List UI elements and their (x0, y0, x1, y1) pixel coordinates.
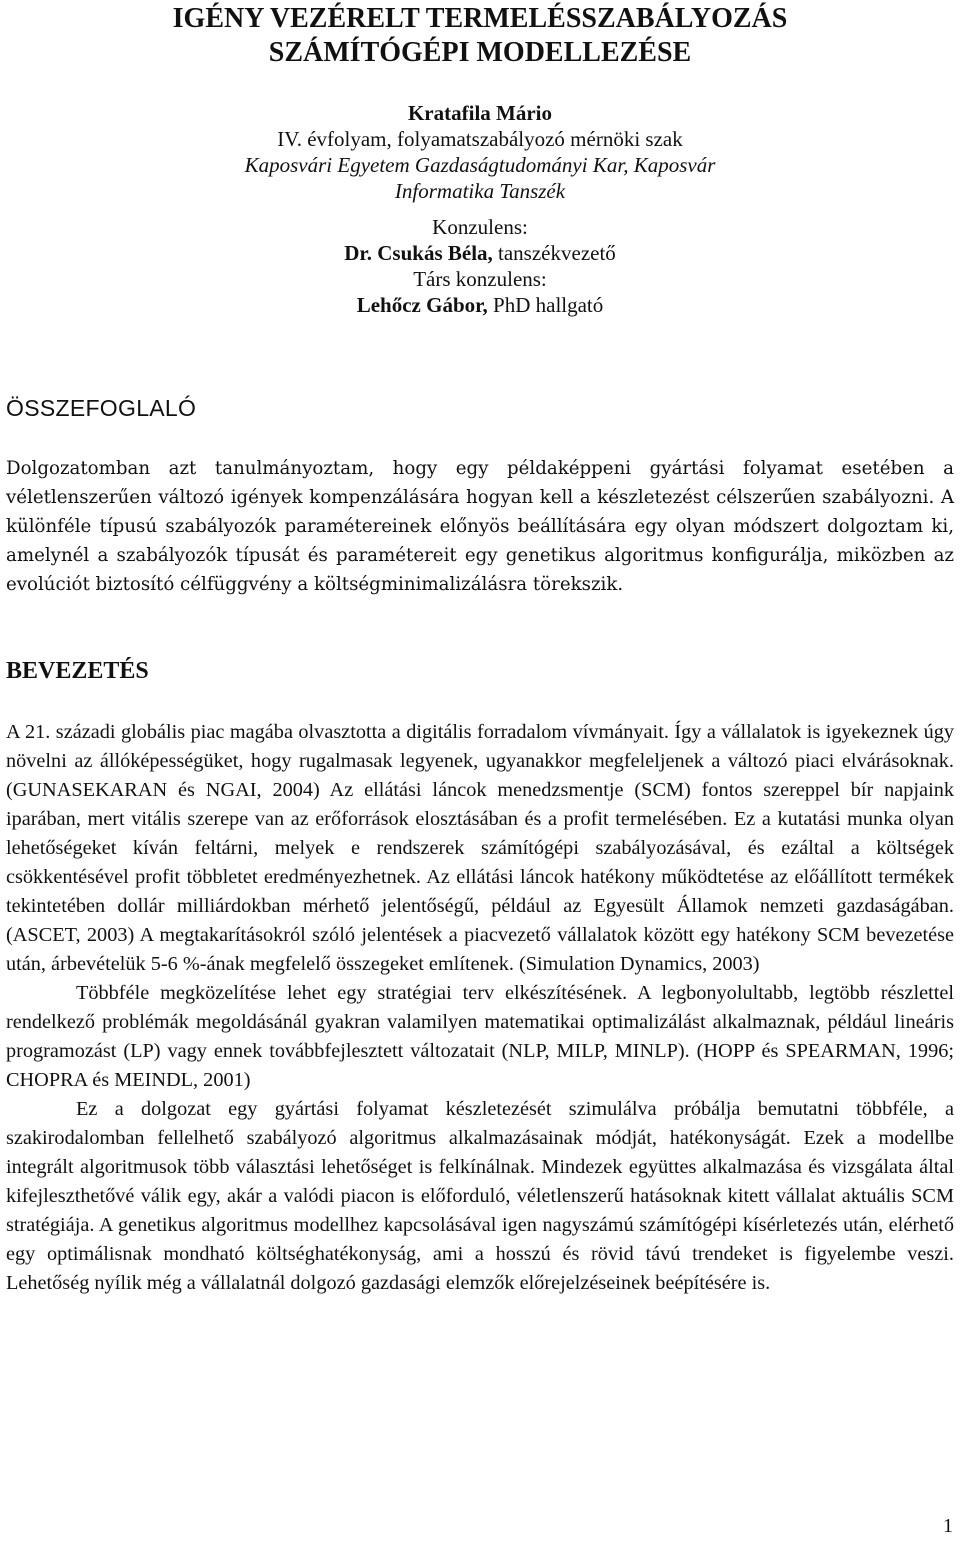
supervisor-label: Konzulens: (432, 215, 528, 239)
author-name: Kratafila Mário (407, 101, 553, 125)
co-supervisor-line (0, 292, 960, 318)
author-program: IV. évfolyam, folyamatszabályozó mérnöki szak (277, 127, 683, 151)
introduction-paragraph-2: Többféle megközelítése lehet egy stratégiai terv elkészítésének. A legbonyolultabb, legtöbb részlettel rendelkező problémák megoldásánál gyakran valamilyen matematikai optimalizálást alkalmaznak, például lineáris programozást (LP) vagy ennek továbbfejlesztett változatait (NLP, MILP, MINLP). (HOPP és SPEARMAN, 1996; CHOPRA és MEINDL, 2001) (6, 982, 954, 1091)
page-number: 1 (943, 1515, 953, 1537)
co-supervisor-role: PhD hallgató (487, 293, 604, 317)
introduction-paragraph-1: A 21. századi globális piac magába olvasztotta a digitális forradalom vívmányait. Így a vállalatok is igyekeznek úgy növelni az állóképességüket, hogy rugalmasak legyenek, ugyanakkor megfeleljenek a változó piaci elvárásoknak. (GUNASEKARAN és NGAI, 2004) Az ellátási láncok menedzsmentje (SCM) fontos szereppel bír napjaink iparában, mert vitális szerepe van az erőforrások elosztásában és a profit termelésében. Ez a kutatási munka olyan lehetőségeket kíván feltárni, melyek e rendszerek számítógépi szabályozásával, és ezáltal a költségek csökkentésével profit többletet eredményezhetnek. Az ellátási láncok hatékony működtetése az előállított termékek tekintetében dollár milliárdokban mérhető jelentőségű, például az Egyesült Államok nemzeti gazdaságában. (ASCET, 2003) A megtakarításokról szóló jelentések a piacvezető vállalatok között egy hatékony SCM bevezetése után, árbevételük 5-6 %-ának megfelelő összegeket említenek. (Simulation Dynamics, 2003) (6, 721, 954, 975)
co-supervisor-label: Társ konzulens: (413, 267, 547, 291)
paper-title (0, 2, 960, 70)
author-block (0, 100, 960, 318)
supervisor-role: tanszékvezető (492, 241, 616, 265)
co-supervisor-name: Lehőcz Gábor, (356, 293, 488, 317)
introduction-paragraph-3: Ez a dolgozat egy gyártási folyamat készletezését szimulálva próbálja bemutatni többféle, a szakirodalomban fellelhető szabályozó algoritmus alkalmazásainak módját, hatékonyságát. Ezek a modellbe integrált algoritmusok több választási lehetőséget is felkínálnak. Mindezek együttes alkalmazása és vizsgálata által kifejleszthetővé válik egy, akár a valódi piacon is előforduló, véletlenszerű hatásoknak kitett vállalat aktuális SCM stratégiája. A genetikus algoritmus modellhez kapcsolásával igen nagyszámú számítógépi kísérletezés után, elérhető egy optimálisnak mondható költséghatékonyság, ami a hosszú és rövid távú trendeket is figyelembe veszi. Lehetőség nyílik még a vállalatnál dolgozó gazdasági elemzők előrejelzéseinek beépítésére is. (6, 1098, 954, 1294)
author-department: Informatika Tanszék (394, 179, 566, 203)
abstract-heading: ÖSSZEFOGLALÓ (6, 395, 197, 421)
supervisor-line (0, 240, 960, 266)
title-line-2: SZÁMÍTÓGÉPI MODELLEZÉSE (268, 37, 692, 68)
author-institution: Kaposvári Egyetem Gazdaságtudományi Kar, Kaposvár (244, 153, 716, 177)
title-line-1: IGÉNY VEZÉRELT TERMELÉSSZABÁLYOZÁS (172, 3, 788, 34)
abstract-text: Dolgozatomban azt tanulmányoztam, hogy egy példaképpeni gyártási folyamat esetében a véletlenszerűen változó igények kompenzálására hogyan kell a készletezést célszerűen szabályozni. A különféle típusú szabályozók paramétereinek előnyös beállítására egy olyan módszert dolgoztam ki, amelynél a szabályozók típusát és paramétereit egy genetikus algoritmus konfigurálja, miközben az evolúciót biztosító célfüggvény a költségminimalizálásra törekszik. (6, 458, 954, 595)
introduction-body (6, 718, 954, 1298)
supervisor-name: Dr. Csukás Béla, (344, 241, 493, 265)
introduction-heading: BEVEZETÉS (6, 658, 149, 684)
